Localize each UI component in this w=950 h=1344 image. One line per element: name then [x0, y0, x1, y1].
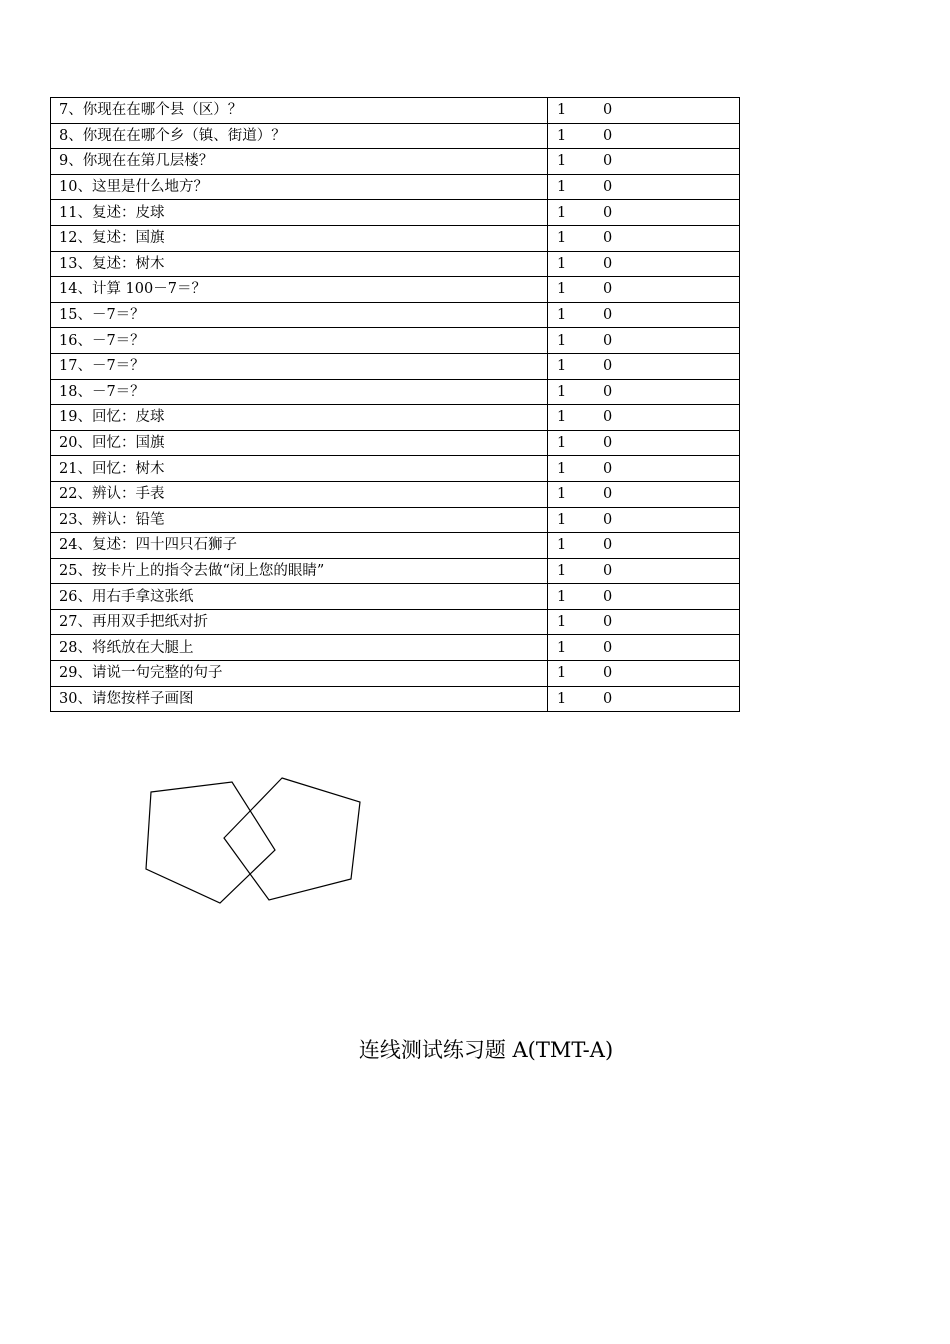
- score-cell: [548, 225, 740, 251]
- intersecting-pentagons-figure: [140, 772, 370, 912]
- score-cell: [548, 302, 740, 328]
- table-row: [51, 200, 740, 226]
- score-incorrect: 0: [603, 358, 613, 375]
- score-cell: [548, 661, 740, 687]
- score-incorrect: 0: [603, 665, 613, 682]
- score-incorrect: 0: [603, 562, 613, 579]
- score-correct: 1: [557, 153, 567, 170]
- score-cell: [548, 584, 740, 610]
- question-text: 11、复述：皮球: [51, 200, 548, 226]
- score-cell: [548, 686, 740, 712]
- score-cell: [548, 456, 740, 482]
- score-correct: 1: [557, 665, 567, 682]
- table-row: [51, 251, 740, 277]
- score-incorrect: 0: [603, 153, 613, 170]
- score-correct: 1: [557, 204, 567, 221]
- table-row: [51, 174, 740, 200]
- question-text: 8、你现在在哪个乡（镇、街道）？: [51, 123, 548, 149]
- score-cell: [548, 558, 740, 584]
- score-correct: 1: [557, 537, 567, 554]
- score-incorrect: 0: [603, 230, 613, 247]
- question-text: 20、回忆：国旗: [51, 430, 548, 456]
- score-correct: 1: [557, 562, 567, 579]
- left-pentagon: [146, 782, 275, 903]
- question-text: 29、请说一句完整的句子: [51, 661, 548, 687]
- table-row: [51, 430, 740, 456]
- score-correct: 1: [557, 460, 567, 477]
- score-table: [50, 97, 740, 712]
- table-row: [51, 302, 740, 328]
- question-text: 16、－7＝？: [51, 328, 548, 354]
- table-row: [51, 277, 740, 303]
- score-cell: [548, 98, 740, 124]
- score-correct: 1: [557, 435, 567, 452]
- score-cell: [548, 379, 740, 405]
- table-row: [51, 609, 740, 635]
- score-incorrect: 0: [603, 179, 613, 196]
- question-text: 9、你现在在第几层楼？: [51, 149, 548, 175]
- table-row: [51, 405, 740, 431]
- score-correct: 1: [557, 255, 567, 272]
- question-text: 12、复述：国旗: [51, 225, 548, 251]
- score-correct: 1: [557, 102, 567, 119]
- score-correct: 1: [557, 588, 567, 605]
- score-correct: 1: [557, 614, 567, 631]
- question-text: 17、－7＝？: [51, 353, 548, 379]
- score-incorrect: 0: [603, 460, 613, 477]
- score-incorrect: 0: [603, 127, 613, 144]
- question-text: 21、回忆：树木: [51, 456, 548, 482]
- score-cell: [548, 328, 740, 354]
- score-incorrect: 0: [603, 614, 613, 631]
- score-cell: [548, 149, 740, 175]
- table-row: [51, 533, 740, 559]
- score-table-body: [51, 98, 740, 712]
- table-row: [51, 225, 740, 251]
- table-row: [51, 456, 740, 482]
- score-cell: [548, 533, 740, 559]
- right-pentagon: [224, 778, 360, 900]
- score-incorrect: 0: [603, 486, 613, 503]
- score-incorrect: 0: [603, 511, 613, 528]
- question-text: 10、这里是什么地方？: [51, 174, 548, 200]
- score-incorrect: 0: [603, 639, 613, 656]
- score-correct: 1: [557, 179, 567, 196]
- question-text: 23、辨认：铅笔: [51, 507, 548, 533]
- score-incorrect: 0: [603, 332, 613, 349]
- score-correct: 1: [557, 230, 567, 247]
- question-text: 13、复述：树木: [51, 251, 548, 277]
- score-correct: 1: [557, 383, 567, 400]
- score-incorrect: 0: [603, 588, 613, 605]
- question-text: 27、再用双手把纸对折: [51, 609, 548, 635]
- score-incorrect: 0: [603, 409, 613, 426]
- score-cell: [548, 609, 740, 635]
- score-incorrect: 0: [603, 281, 613, 298]
- section-caption: 连线测试练习题 A(TMT-A): [358, 1038, 614, 1062]
- question-text: 7、你现在在哪个县（区）？: [51, 98, 548, 124]
- score-cell: [548, 200, 740, 226]
- table-row: [51, 661, 740, 687]
- score-correct: 1: [557, 281, 567, 298]
- score-correct: 1: [557, 307, 567, 324]
- score-correct: 1: [557, 511, 567, 528]
- table-row: [51, 481, 740, 507]
- table-row: [51, 635, 740, 661]
- score-cell: [548, 430, 740, 456]
- table-row: [51, 98, 740, 124]
- score-correct: 1: [557, 639, 567, 656]
- score-correct: 1: [557, 127, 567, 144]
- question-text: 14、计算 100－7＝？: [51, 277, 548, 303]
- score-correct: 1: [557, 358, 567, 375]
- score-incorrect: 0: [603, 690, 613, 707]
- table-row: [51, 149, 740, 175]
- score-correct: 1: [557, 409, 567, 426]
- score-cell: [548, 251, 740, 277]
- table-row: [51, 686, 740, 712]
- score-correct: 1: [557, 486, 567, 503]
- question-text: 18、－7＝？: [51, 379, 548, 405]
- score-incorrect: 0: [603, 255, 613, 272]
- score-incorrect: 0: [603, 435, 613, 452]
- score-cell: [548, 174, 740, 200]
- score-incorrect: 0: [603, 537, 613, 554]
- table-row: [51, 507, 740, 533]
- table-row: [51, 584, 740, 610]
- score-cell: [548, 405, 740, 431]
- score-incorrect: 0: [603, 307, 613, 324]
- score-incorrect: 0: [603, 383, 613, 400]
- table-row: [51, 353, 740, 379]
- table-row: [51, 123, 740, 149]
- question-text: 22、辨认：手表: [51, 481, 548, 507]
- score-cell: [548, 507, 740, 533]
- score-correct: 1: [557, 332, 567, 349]
- score-cell: [548, 123, 740, 149]
- question-text: 30、请您按样子画图: [51, 686, 548, 712]
- table-row: [51, 558, 740, 584]
- table-row: [51, 328, 740, 354]
- score-cell: [548, 353, 740, 379]
- question-text: 19、回忆：皮球: [51, 405, 548, 431]
- question-text: 24、复述：四十四只石狮子: [51, 533, 548, 559]
- score-cell: [548, 635, 740, 661]
- score-cell: [548, 277, 740, 303]
- question-text: 28、将纸放在大腿上: [51, 635, 548, 661]
- score-incorrect: 0: [603, 102, 613, 119]
- score-incorrect: 0: [603, 204, 613, 221]
- question-text: 15、－7＝？: [51, 302, 548, 328]
- score-correct: 1: [557, 690, 567, 707]
- question-text: 26、用右手拿这张纸: [51, 584, 548, 610]
- score-cell: [548, 481, 740, 507]
- table-row: [51, 379, 740, 405]
- question-text: 25、按卡片上的指令去做“闭上您的眼睛”: [51, 558, 548, 584]
